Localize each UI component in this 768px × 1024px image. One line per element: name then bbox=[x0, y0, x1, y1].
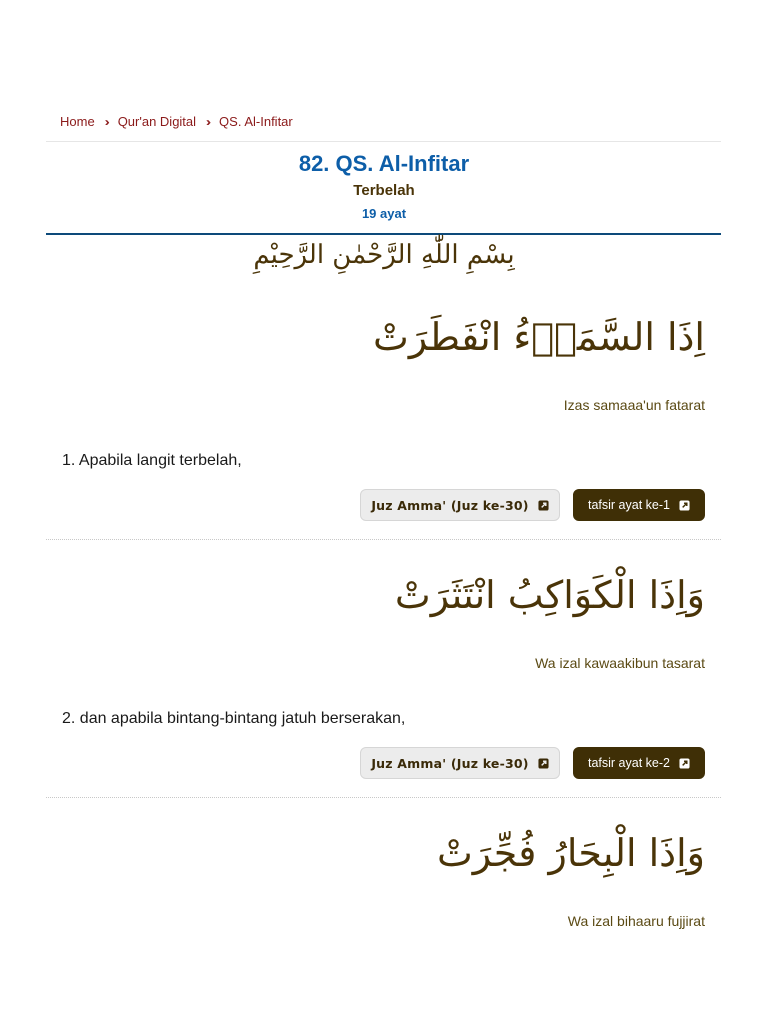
verse-translation: 1. Apabila langit terbelah, bbox=[62, 452, 242, 469]
verse-translation: 2. dan apabila bintang-bintang jatuh berserakan, bbox=[62, 710, 406, 727]
header-divider bbox=[46, 233, 721, 235]
juz-button-label: Juz Amma' (Juz ke-30) bbox=[371, 755, 529, 771]
tafsir-button-label: tafsir ayat ke-1 bbox=[588, 498, 670, 512]
breadcrumb-current-page[interactable]: QS. Al-Infitar bbox=[219, 114, 293, 129]
juz-button-label: Juz Amma' (Juz ke-30) bbox=[371, 497, 529, 513]
tafsir-button[interactable] bbox=[573, 489, 705, 521]
external-link-icon bbox=[538, 758, 549, 769]
double-chevron-right-icon: ›› bbox=[206, 114, 209, 129]
ayat-count: 19 ayat bbox=[361, 206, 407, 221]
verse-item bbox=[46, 573, 721, 798]
tafsir-button[interactable] bbox=[573, 747, 705, 779]
breadcrumb-divider bbox=[46, 141, 721, 142]
external-link-icon bbox=[679, 758, 690, 769]
double-chevron-right-icon: ›› bbox=[104, 114, 107, 129]
external-link-icon bbox=[538, 500, 549, 511]
verse-arabic: اِذَا السَّمَاۤءُ انْفَطَرَتْ bbox=[373, 315, 705, 359]
verse-divider bbox=[46, 539, 721, 540]
breadcrumb-home-link[interactable]: Home bbox=[60, 114, 95, 129]
verse-item bbox=[46, 831, 721, 951]
verse-transliteration: Wa izal bihaaru fujjirat bbox=[567, 913, 705, 929]
page-title: 82. QS. Al-Infitar bbox=[298, 151, 470, 176]
breadcrumb bbox=[60, 114, 293, 129]
surah-meaning: Terbelah bbox=[353, 182, 415, 199]
juz-amma-button[interactable] bbox=[360, 747, 560, 779]
external-link-icon bbox=[679, 500, 690, 511]
basmalah: بِسْمِ اللّٰهِ الرَّحْمٰنِ الرَّحِيْمِ bbox=[253, 240, 515, 270]
juz-amma-button[interactable] bbox=[360, 489, 560, 521]
verse-transliteration: Izas samaaa'un fatarat bbox=[563, 397, 705, 413]
breadcrumb-quran-digital-link[interactable]: Qur'an Digital bbox=[117, 114, 197, 129]
verse-item bbox=[46, 315, 721, 540]
verse-divider bbox=[46, 797, 721, 798]
verse-arabic: وَاِذَا الْبِحَارُ فُجِّرَتْ bbox=[436, 831, 705, 875]
verse-arabic: وَاِذَا الْكَوَاكِبُ انْتَثَرَتْ bbox=[394, 573, 705, 617]
verse-transliteration: Wa izal kawaakibun tasarat bbox=[535, 655, 705, 671]
tafsir-button-label: tafsir ayat ke-2 bbox=[588, 756, 670, 770]
